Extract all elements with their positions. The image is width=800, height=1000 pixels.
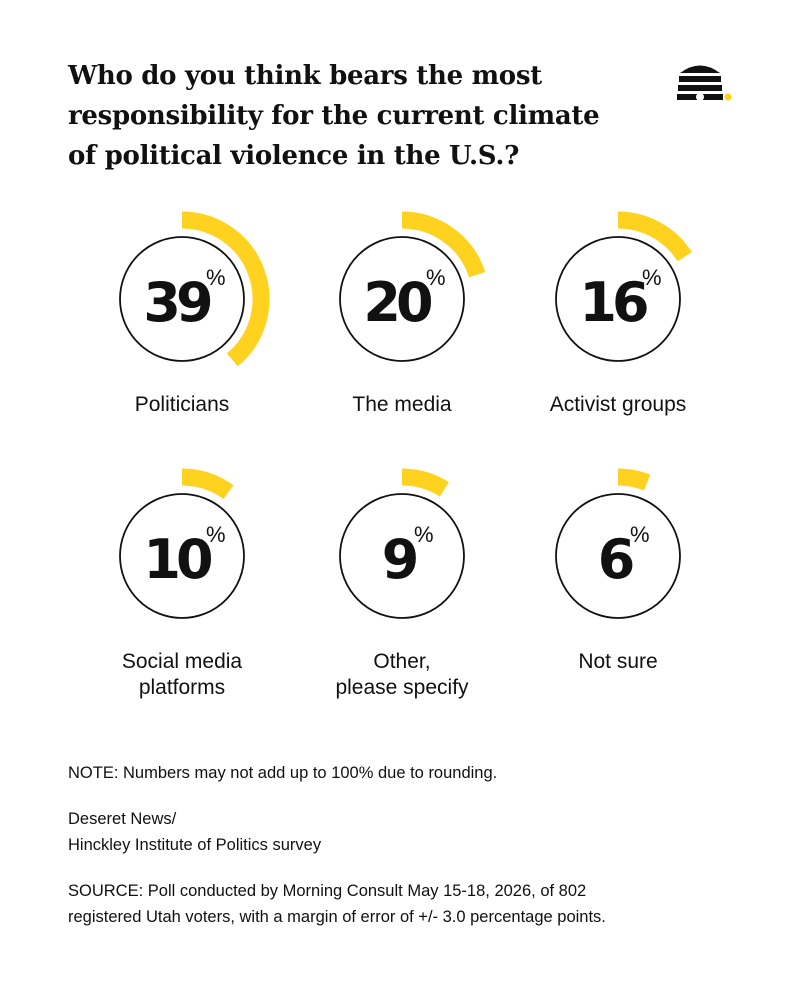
source-line-1: SOURCE: Poll conducted by Morning Consult May 15-18, 2026, of 802 [68, 882, 587, 900]
category-label: Not sure [578, 650, 658, 673]
note-text: NOTE: Numbers may not add up to 100% due to rounding. [68, 764, 498, 782]
gauge-item [72, 219, 292, 418]
value-label: 10 [143, 528, 209, 591]
value-label: 9 [381, 528, 415, 591]
category-label: Politicians [134, 393, 230, 416]
gauge-item [292, 476, 512, 701]
footer [68, 760, 748, 930]
value-label: 39 [143, 271, 209, 334]
percent-sign: % [630, 522, 650, 547]
category-label: Activist groups [549, 393, 687, 416]
gauge-ring [322, 219, 482, 379]
credit-line-1: Deseret News/ [68, 810, 177, 828]
gauge-item [72, 476, 292, 701]
percent-sign: % [206, 265, 226, 290]
percent-sign: % [414, 522, 434, 547]
beehive-icon [676, 64, 736, 104]
source-line-2: registered Utah voters, with a margin of error of +/- 3.0 percentage points. [68, 908, 606, 926]
gauge-ring [322, 476, 482, 636]
value-label: 20 [363, 271, 429, 334]
percent-sign: % [642, 265, 662, 290]
gauge-item [508, 476, 728, 675]
category-label: Social media platforms [121, 650, 243, 699]
value-label: 6 [597, 528, 631, 591]
chart-title: Who do you think bears the most responsibility for the current climate of political violence in the U.S.? [68, 61, 600, 171]
credit-line-2: Hinckley Institute of Politics survey [68, 836, 322, 854]
gauge-ring [102, 476, 262, 636]
gauge-item [508, 219, 728, 418]
percent-sign: % [206, 522, 226, 547]
gauge-arc [618, 477, 647, 483]
percent-sign: % [426, 265, 446, 290]
gauge-item [292, 219, 512, 418]
gauge-ring [102, 219, 262, 379]
gauge-arc [402, 477, 444, 489]
category-label: The media [352, 393, 452, 416]
gauge-ring [538, 476, 698, 636]
value-label: 16 [579, 271, 645, 334]
category-label: Other, please specify [335, 650, 469, 699]
gauge-arc [182, 477, 228, 492]
gauge-ring [538, 219, 698, 379]
